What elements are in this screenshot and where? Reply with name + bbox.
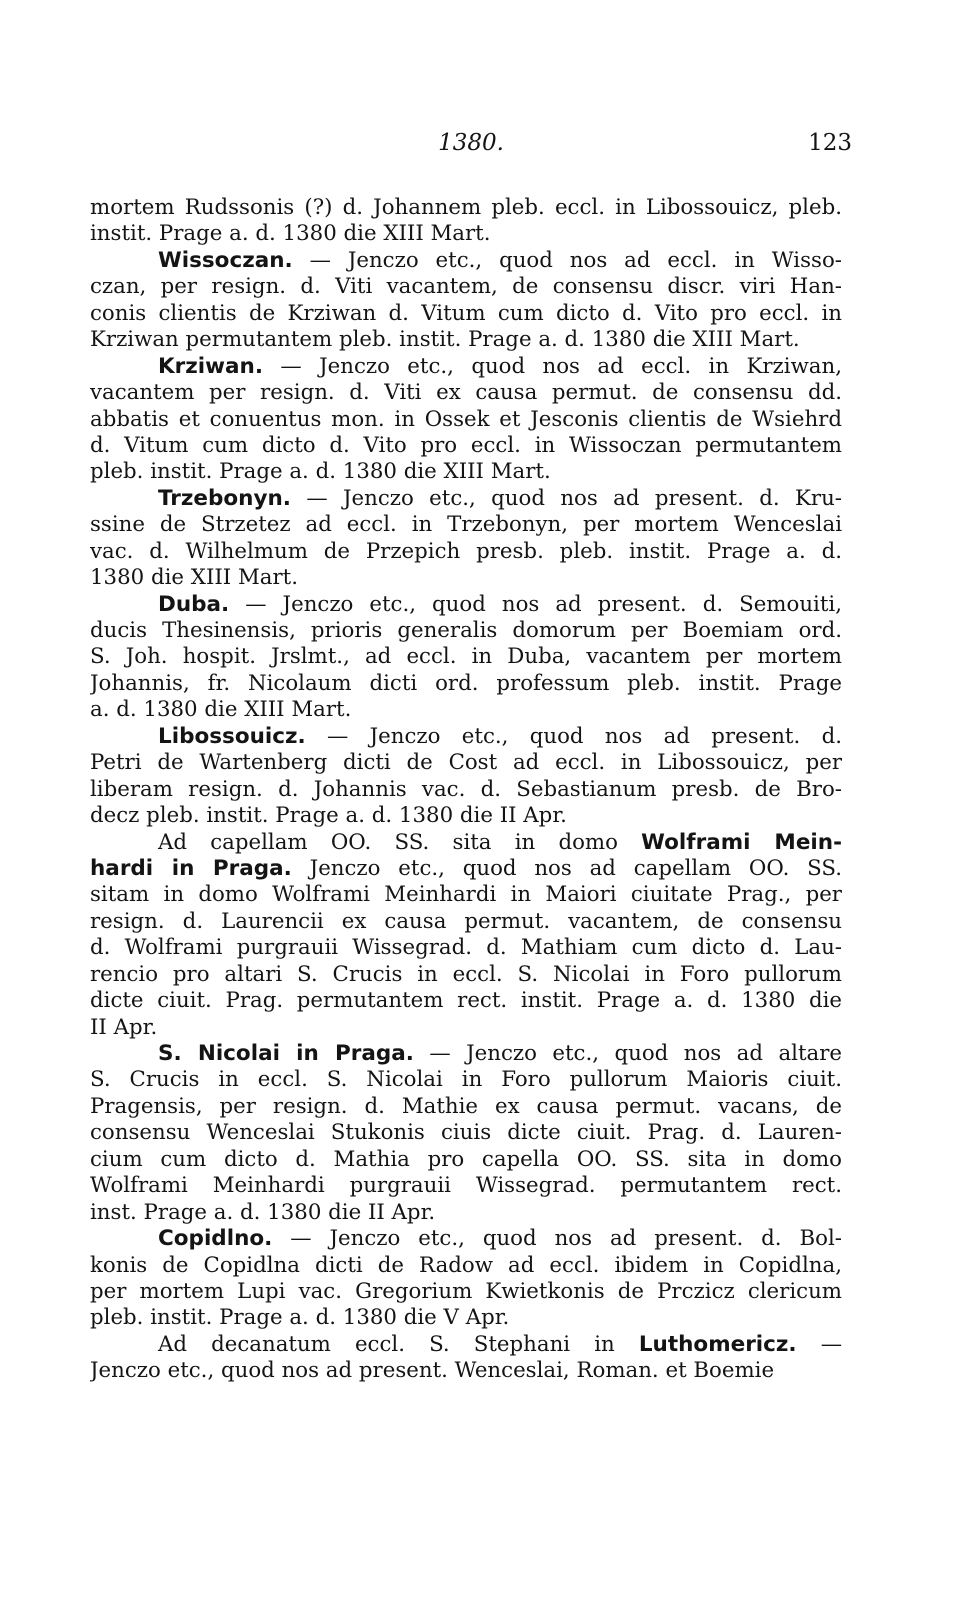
- text-run: — Jenczo etc., quod nos ad present. d. Kru-: [290, 485, 842, 511]
- text-run: —: [796, 1331, 842, 1357]
- text-line: [90, 1253, 842, 1279]
- text-run: consensu Wenceslai Stukonis ciuis dicte ciuit. Prag. d. Lauren-: [90, 1120, 842, 1146]
- text-line: [90, 274, 842, 300]
- entry-first-line: [90, 592, 842, 618]
- text-line: [90, 777, 842, 803]
- text-line: [90, 618, 842, 644]
- text-line: [90, 697, 842, 723]
- text-run: Krziwan permutantem pleb. instit. Prage a. d. 1380 die XIII Mart.: [90, 327, 800, 353]
- text-line: [90, 327, 842, 353]
- entry-first-line: [90, 724, 842, 750]
- entry-heading: Krziwan.: [158, 353, 263, 379]
- entry-heading: Luthomericz.: [638, 1331, 797, 1357]
- text-run: Wolframi Meinhardi purgrauii Wissegrad. permutantem rect.: [90, 1173, 842, 1199]
- text-line: [90, 1200, 842, 1226]
- running-head: [90, 130, 852, 164]
- text-run: pleb. instit. Prage a. d. 1380 die XIII Mart.: [90, 459, 551, 485]
- text-run: a. d. 1380 die XIII Mart.: [90, 697, 352, 723]
- text-run: vac. d. Wilhelmum de Przepich presb. pleb. instit. Prage a. d.: [90, 538, 842, 564]
- text-line: [90, 407, 842, 433]
- text-line: [90, 644, 842, 670]
- text-run: — Jenczo etc., quod nos ad eccl. in Krziwan,: [263, 353, 842, 379]
- text-line: [90, 935, 842, 961]
- entry-heading: S. Nicolai in Praga.: [158, 1041, 414, 1066]
- text-run: d. Wolframi purgrauii Wissegrad. d. Mathiam cum dicto d. Lau-: [90, 935, 842, 961]
- text-run: S. Joh. hospit. Jrslmt., ad eccl. in Duba, vacantem per mortem: [90, 644, 842, 670]
- text-line: [90, 671, 842, 697]
- text-run: d. Vitum cum dicto d. Vito pro eccl. in Wissoczan permutantem: [90, 432, 842, 458]
- text-run: Ad capellam OO. SS. sita in domo: [158, 829, 642, 855]
- text-run: — Jenczo etc., quod nos ad present. d.: [305, 723, 842, 749]
- text-line: [90, 988, 842, 1014]
- text-run: Ad decanatum eccl. S. Stephani in: [158, 1331, 639, 1357]
- text-line: [90, 512, 842, 538]
- entry-heading: Trzebonyn.: [158, 485, 291, 511]
- entry-heading: Wolframi Mein-: [641, 829, 842, 855]
- text-run: czan, per resign. d. Viti vacantem, de consensu discr. viri Han-: [90, 274, 842, 300]
- text-line: [90, 301, 842, 327]
- entry-first-line: [90, 1041, 842, 1067]
- text-run: — Jenczo etc., quod nos ad eccl. in Wisso-: [292, 247, 842, 273]
- running-head-year: 1380.: [438, 130, 504, 156]
- text-run: ducis Thesinensis, prioris generalis domorum per Boemiam ord.: [90, 618, 842, 643]
- text-run: rencio pro altari S. Crucis in eccl. S. Nicolai in Foro pullorum: [90, 961, 842, 987]
- text-line: [90, 750, 842, 776]
- entry-first-line: [90, 354, 842, 380]
- text-line: [90, 909, 842, 935]
- text-run: conis clientis de Krziwan d. Vitum cum dicto d. Vito pro eccl. in: [90, 300, 842, 326]
- text-run: 1380 die XIII Mart.: [90, 565, 298, 591]
- text-run: — Jenczo etc., quod nos ad present. d. Bol-: [272, 1226, 842, 1252]
- text-line: [90, 221, 842, 247]
- text-line: [90, 433, 842, 459]
- text-run: pleb. instit. Prage a. d. 1380 die V Apr.: [90, 1305, 510, 1331]
- text-run: II Apr.: [90, 1014, 158, 1040]
- text-line: [90, 882, 842, 908]
- entry-heading: Copidlno.: [158, 1226, 273, 1252]
- text-run: Petri de Wartenberg dicti de Cost ad eccl. in Libossouicz, per: [90, 750, 842, 776]
- text-run: resign. d. Laurencii ex causa permut. vacantem, de consensu: [90, 908, 842, 934]
- text-run: konis de Copidlna dicti de Radow ad eccl. ibidem in Copidlna,: [90, 1252, 842, 1278]
- text-line: [90, 459, 842, 485]
- entry-first-line: [90, 830, 842, 856]
- text-run: instit. Prage a. d. 1380 die XIII Mart.: [90, 221, 491, 247]
- page-number: 123: [808, 130, 852, 156]
- text-line: [90, 380, 842, 406]
- text-run: S. Crucis in eccl. S. Nicolai in Foro pullorum Maioris ciuit.: [90, 1067, 842, 1093]
- text-line: [90, 565, 842, 591]
- text-run: inst. Prage a. d. 1380 die II Apr.: [90, 1199, 436, 1225]
- text-line: [90, 1358, 842, 1384]
- text-line: [90, 1305, 842, 1331]
- text-line: [90, 962, 842, 988]
- text-run: vacantem per resign. d. Viti ex causa permut. de consensu dd.: [90, 380, 842, 406]
- text-line: [90, 195, 842, 221]
- text-run: decz pleb. instit. Prage a. d. 1380 die II Apr.: [90, 803, 567, 829]
- text-run: Johannis, fr. Nicolaum dicti ord. professum pleb. instit. Prage: [90, 670, 842, 696]
- text-line: [90, 1147, 842, 1173]
- text-line: [90, 1015, 842, 1041]
- text-run: cium cum dicto d. Mathia pro capella OO. SS. sita in domo: [90, 1146, 842, 1172]
- text-run: — Jenczo etc., quod nos ad present. d. Semouiti,: [229, 591, 842, 617]
- text-line: [90, 1279, 842, 1305]
- text-line: [90, 856, 842, 882]
- text-run: Jenczo etc., quod nos ad capellam OO. SS.: [291, 855, 842, 881]
- text-line: [90, 803, 842, 829]
- text-run: Jenczo etc., quod nos ad present. Wenceslai, Roman. et Boemie: [90, 1358, 775, 1384]
- text-run: abbatis et conuentus mon. in Ossek et Jesconis clientis de Wsiehrd: [90, 406, 842, 432]
- entry-first-line: [90, 248, 842, 274]
- text-line: [90, 539, 842, 565]
- text-line: [90, 1067, 842, 1093]
- body-text: [90, 195, 842, 1385]
- entry-first-line: [90, 1332, 842, 1358]
- entry-heading: Duba.: [158, 591, 230, 617]
- text-line: [90, 1120, 842, 1146]
- text-run: ssine de Strzetez ad eccl. in Trzebonyn, per mortem Wenceslai: [90, 512, 842, 538]
- text-line: [90, 1094, 842, 1120]
- text-run: sitam in domo Wolframi Meinhardi in Maiori ciuitate Prag., per: [90, 882, 842, 908]
- text-run: liberam resign. d. Johannis vac. d. Sebastianum presb. de Bro-: [90, 776, 842, 802]
- entry-first-line: [90, 486, 842, 512]
- entry-heading: hardi in Praga.: [90, 855, 292, 881]
- text-line: [90, 1173, 842, 1199]
- entry-first-line: [90, 1226, 842, 1252]
- text-run: dicte ciuit. Prag. permutantem rect. instit. Prage a. d. 1380 die: [90, 988, 842, 1014]
- entry-heading: Libossouicz.: [158, 723, 306, 749]
- entry-heading: Wissoczan.: [158, 247, 293, 273]
- text-run: — Jenczo etc., quod nos ad altare: [413, 1041, 842, 1066]
- text-run: per mortem Lupi vac. Gregorium Kwietkonis de Prczicz clericum: [90, 1278, 842, 1304]
- text-run: Pragensis, per resign. d. Mathie ex causa permut. vacans, de: [90, 1093, 842, 1119]
- text-run: mortem Rudssonis (?) d. Johannem pleb. eccl. in Libossouicz, pleb.: [90, 195, 842, 220]
